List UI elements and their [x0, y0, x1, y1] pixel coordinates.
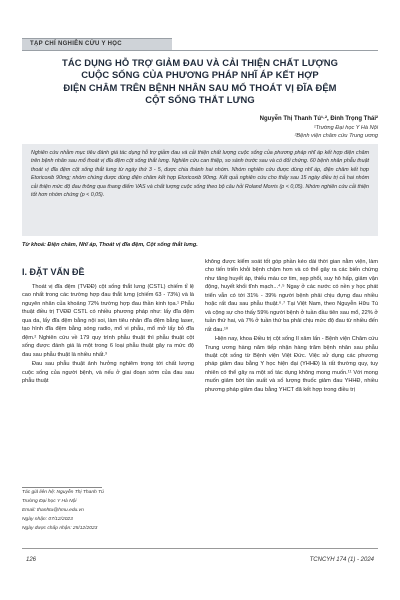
right-column: [205, 258, 378, 395]
paragraph: Hiện nay, khoa Điều trị cột sống II xâm lấn - Bệnh viện Châm cứu Trung ương hàng năm tiếp nhận hàng trăm bệnh nhân sau phẫu thuật cột sống từ Bệnh viện Việt Đức. Việc sử dụng các phương pháp giảm đau bằng Y học hiện đại (YHHĐ) là rất thường quy, tuy nhiên có thể gây ra một số tác dụng không mong muốn.¹¹ Với mong muốn giảm bớt tần suất và số lượng thuốc giảm đau YHHĐ, nhiều phương pháp giảm đau bằng YHCT đã kết hợp trong điều trị: [205, 336, 378, 393]
left-column: [22, 283, 194, 386]
section-heading: I. ĐẶT VẤN ĐỀ: [22, 267, 85, 277]
footnote-line: Ngày nhận: 07/12/2023: [22, 517, 73, 522]
title-line: ĐIỆN CHÂM TRÊN BỆNH NHÂN SAU MỔ THOÁT VỊ ĐĨA ĐỆM: [63, 81, 337, 93]
footnote-rule: [22, 487, 102, 488]
affiliation: ²Bệnh viện châm cứu Trung ương: [294, 133, 378, 139]
affiliation: ¹Trường Đại học Y Hà Nội: [313, 125, 378, 131]
journal-reference: TCNCYH 174 (1) - 2024: [309, 557, 374, 563]
abstract-box: Nghiên cứu nhằm mục tiêu đánh giá tác dụng hỗ trợ giảm đau và cải thiện chất lượng cuộc sống của phương pháp nhĩ áp kết hợp điện châm trên bệnh nhân sau mổ thoát vị đĩa đệm cột sống thắt lưng. Nghiên cứu can thiệp, so sánh trước sau và có đối chứng. 60 bệnh nhân phẫu thuật thoát vị đĩa đệm cột sống thắt lưng từ ngày thứ 3 - 5, được chia thành hai nhóm. Nhóm nghiên cứu được dùng nhĩ áp, điện châm kết hợp Etoricoxib 90mg; nhóm chứng được dùng điện châm kết hợp Etoricoxib 90mg. Kết quả nghiên cứu cho thấy sau 15 ngày điều trị cả hai nhóm cải thiện mức độ đau thông qua thang điểm VAS và chất lượng cuộc sống theo bộ câu hỏi Roland Morris (p < 0,05). Nhóm nghiên cứu cải thiện tốt hơn nhóm chứng (p < 0,05).: [22, 144, 378, 236]
article-title: [22, 57, 378, 106]
footnote-line: Trường Đại học Y Hà Nội: [22, 499, 77, 504]
paragraph: Đau sau phẫu thuật ảnh hưởng nghiêm trọng tới chất lượng cuộc sống của người bệnh, và nếu ở giai đoạn sớm của đau sau phẫu thuật: [22, 361, 194, 384]
paragraph: không được kiểm soát tốt góp phần kéo dài thời gian nằm viện, làm cho tiến triển khỏi bệnh chậm hơn và có thể gây ra các biến chứng như tăng huyết áp, thiếu máu cơ tim, xẹp phổi, suy hô hấp, giảm vận động, huyết khối tĩnh mạch...⁴˒⁵ Ngay ở các nước có nền y học phát triển vẫn có tới 31% - 39% người bệnh phải chịu đựng đau nhiều hoặc rất đau sau phẫu thuật.⁶˒⁷ Tại Việt Nam, theo Nguyễn Hữu Tú và cộng sự cho thấy 59% người bệnh ở tuần đầu tiên sau mổ, 22% ở tuần thứ hai, và 7% ở tuần thứ ba phải chịu mức độ đau từ nhiều đến rất đau.¹⁰: [205, 259, 378, 333]
title-line: TÁC DỤNG HỖ TRỢ GIẢM ĐAU VÀ CẢI THIỆN CHẤT LƯỢNG: [62, 57, 338, 68]
header-rule: [22, 50, 378, 51]
title-line: CỘT SỐNG THẮT LƯNG: [145, 93, 255, 105]
authors: Nguyễn Thị Thanh Tú¹·², Đinh Trọng Thái²: [259, 116, 378, 122]
title-line: CUỘC SỐNG CỦA PHƯƠNG PHÁP NHĨ ÁP KẾT HỢP: [81, 69, 319, 81]
footer-rule: [22, 548, 378, 549]
footnote-line: Tác giả liên hệ: Nguyễn Thị Thanh Tú: [22, 490, 104, 495]
journal-tag: TẠP CHÍ NGHIÊN CỨU Y HỌC: [22, 38, 172, 50]
footnote-line: Ngày được chấp nhận: 25/12/2023: [22, 526, 98, 531]
footnote-line: Email: thanhtu@hmu.edu.vn: [22, 508, 84, 513]
paragraph: Thoát vị đĩa đệm (TVĐĐ) cột sống thắt lưng (CSTL) chiếm tỉ lệ cao nhất trong các trường hợp đau thắt lưng (chiếm 63 - 73%) và là nguyên nhân của khoảng 72% trường hợp đau thần kinh tọa.¹ Phẫu thuật điều trị TVĐĐ CSTL có nhiều phương pháp như: lấy đĩa đệm qua da, lấy đĩa đệm bằng nội soi, làm tiêu nhân đĩa đệm bằng laser, tạo hình đĩa đệm bằng sóng radio, mổ vi phẫu, mổ mở lấy bỏ đĩa đệm.² Nghiên cứu về 179 quy trình phẫu thuật thì phẫu thuật cột sống được đánh giá là một trong 6 loại phẫu thuật gây ra mức độ đau sau phẫu thuật là nhiều nhất.³: [22, 284, 194, 358]
page-number: 126: [26, 557, 37, 563]
keywords: Từ khoá: Điện châm, Nhĩ áp, Thoát vị đĩa đệm, Cột sống thắt lưng.: [22, 242, 198, 248]
